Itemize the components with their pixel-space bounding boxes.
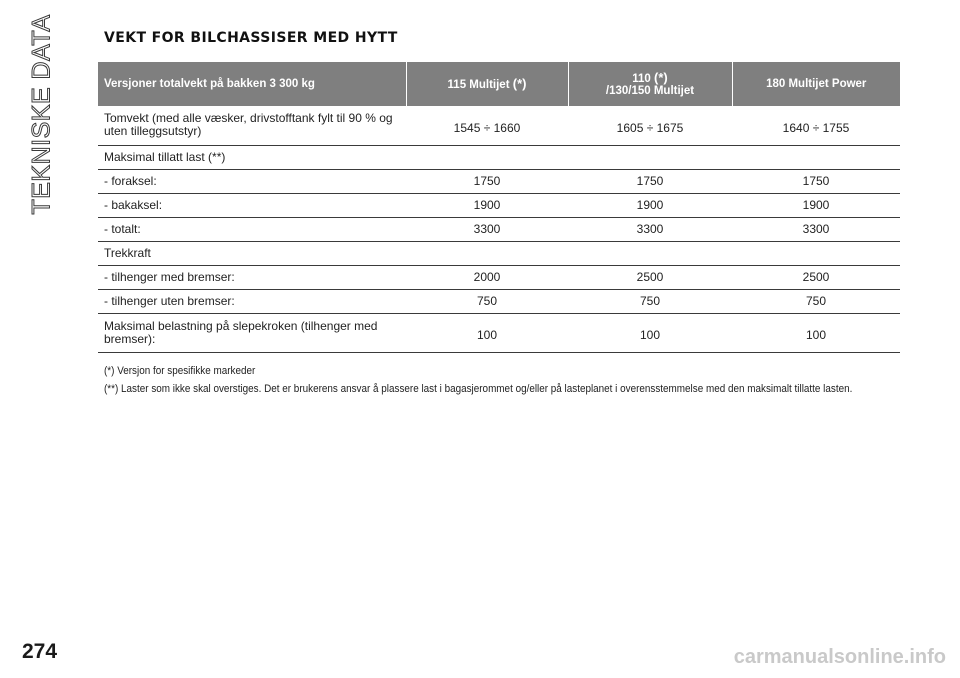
row-value: 1900: [732, 193, 900, 217]
row-label: - totalt:: [98, 217, 406, 241]
row-value: 1605 ÷ 1675: [568, 106, 732, 145]
row-value: 100: [568, 313, 732, 352]
row-value: 1750: [568, 169, 732, 193]
row-value: 2500: [732, 265, 900, 289]
watermark: carmanualsonline.info: [733, 646, 946, 668]
footnote-marker: (**): [208, 149, 226, 164]
row-label: Tomvekt (med alle væsker, drivstofftank fylt til 90 % og uten tilleggsutstyr): [98, 106, 406, 145]
table-row: [98, 313, 900, 352]
table-row: [98, 193, 900, 217]
row-value: 1640 ÷ 1755: [732, 106, 900, 145]
section-side-label: [12, 8, 72, 228]
table-row: [98, 217, 900, 241]
row-value: 1545 ÷ 1660: [406, 106, 568, 145]
table-row: [98, 106, 900, 145]
footnote-load-limit: (**) Laster som ikke skal overstiges. Det er brukerens ansvar å plassere last i bagasjerommet og/eller på lasteplanet i overensstemmelse med den maksimalt tillatte lasten.: [104, 383, 853, 395]
row-value: 1900: [406, 193, 568, 217]
row-label: Trekkraft: [98, 241, 406, 265]
table-row: [98, 241, 900, 265]
row-label: Maksimal belastning på slepekroken (tilhenger med bremser):: [98, 313, 406, 352]
header-180-multijet-power: 180 Multijet Power: [732, 62, 900, 106]
row-label: Maksimal tillatt last (**): [98, 145, 406, 169]
row-value: 2500: [568, 265, 732, 289]
row-value: 750: [406, 289, 568, 313]
row-label: - bakaksel:: [98, 193, 406, 217]
weight-spec-table: [98, 62, 900, 353]
header-110-130-150-multijet: 110 (*) /130/150 Multijet: [568, 62, 732, 106]
row-value: [732, 145, 900, 169]
row-value: 750: [568, 289, 732, 313]
table-header-row: [98, 62, 900, 106]
header-versions: Versjoner totalvekt på bakken 3 300 kg: [98, 62, 406, 106]
table-row: [98, 169, 900, 193]
row-label: - tilhenger med bremser:: [98, 265, 406, 289]
row-value: [406, 241, 568, 265]
row-value: 750: [732, 289, 900, 313]
table-row: [98, 145, 900, 169]
row-value: 100: [732, 313, 900, 352]
footnotes: [104, 364, 894, 396]
row-value: 3300: [732, 217, 900, 241]
footnote-marker: (*): [654, 69, 668, 85]
row-value: 3300: [406, 217, 568, 241]
row-value: 1750: [406, 169, 568, 193]
row-value: [568, 241, 732, 265]
header-115-multijet: 115 Multijet (*): [406, 62, 568, 106]
row-value: [568, 145, 732, 169]
row-value: 3300: [568, 217, 732, 241]
section-side-label-text: TEKNISKE DATA: [27, 14, 56, 215]
row-value: 1900: [568, 193, 732, 217]
table-row: [98, 289, 900, 313]
row-value: 2000: [406, 265, 568, 289]
page-number: 274: [22, 640, 58, 663]
row-value: [406, 145, 568, 169]
row-value: [732, 241, 900, 265]
footnote-marker: (*): [512, 75, 527, 91]
section-title: VEKT FOR BILCHASSISER MED HYTT: [104, 30, 398, 46]
row-label: - tilhenger uten bremser:: [98, 289, 406, 313]
footnote-specific-markets: (*) Versjon for spesifikke markeder: [104, 365, 256, 377]
row-value: 1750: [732, 169, 900, 193]
row-value: 100: [406, 313, 568, 352]
row-label: - foraksel:: [98, 169, 406, 193]
table-row: [98, 265, 900, 289]
